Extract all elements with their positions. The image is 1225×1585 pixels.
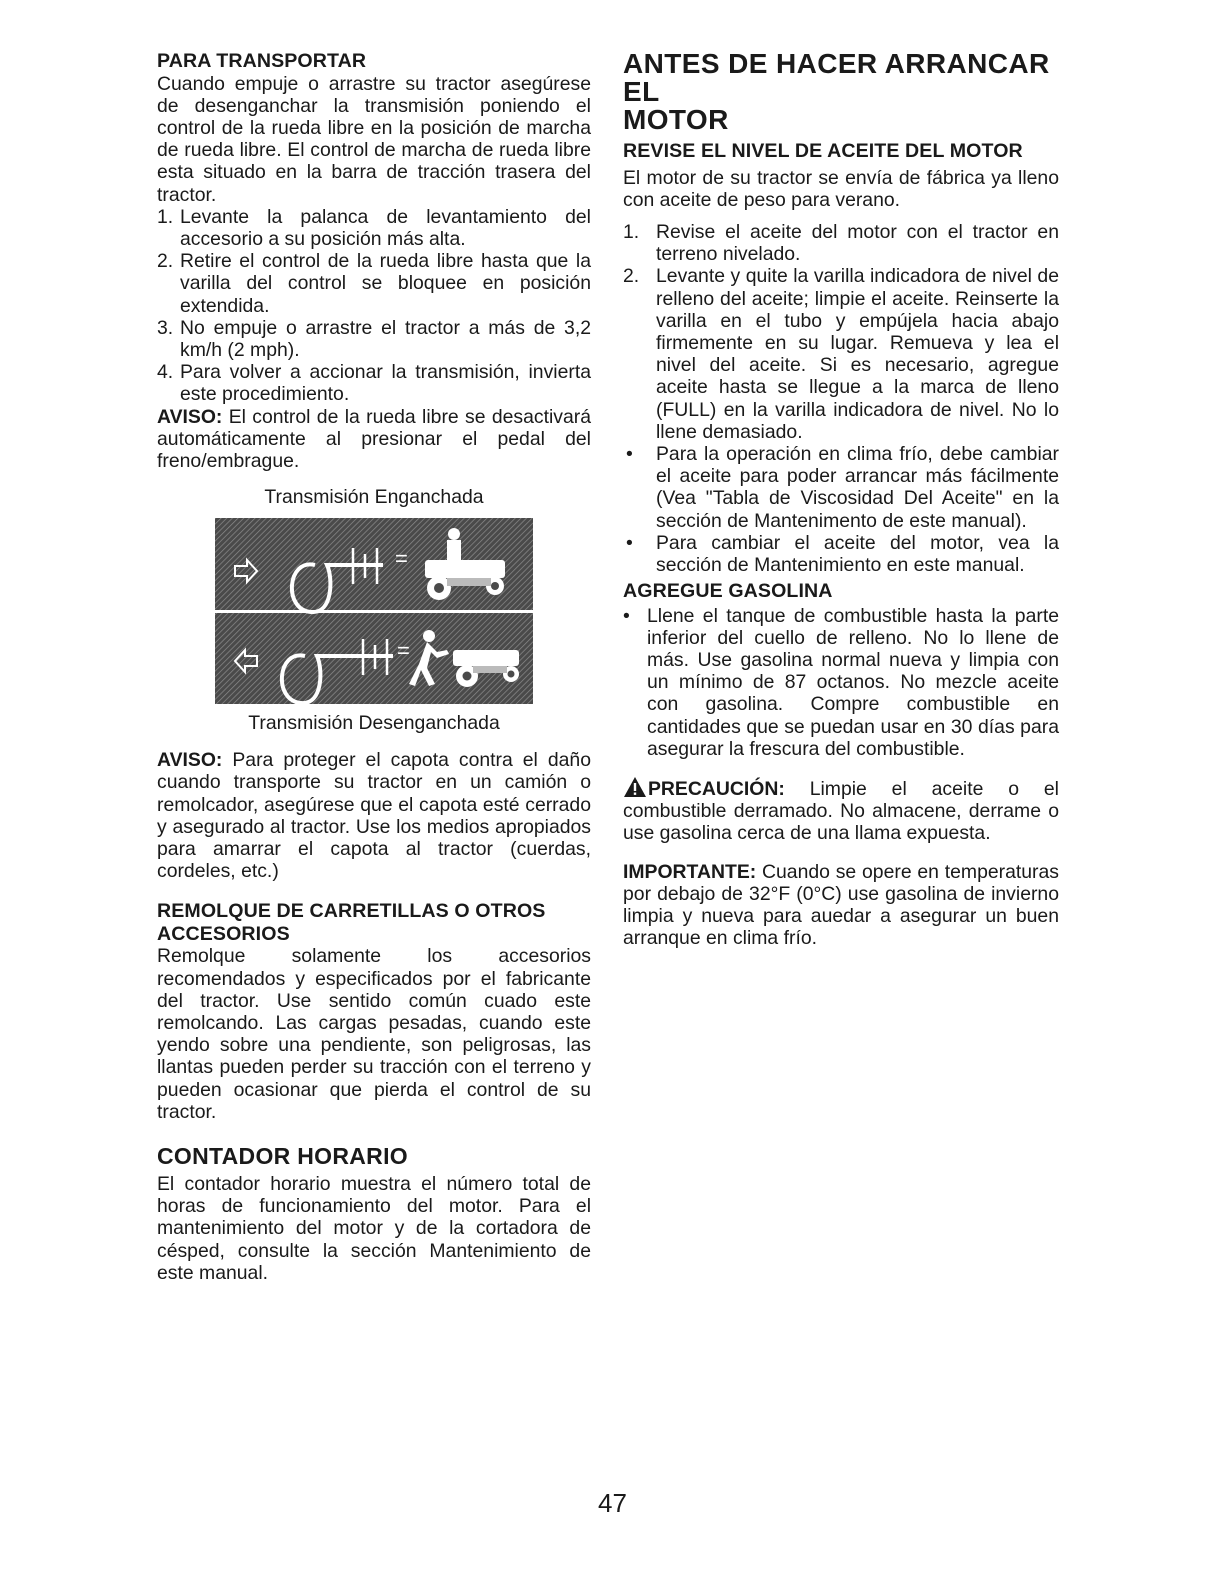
list-item: • Para cambiar el aceite del motor, vea la sección de Mantenimiento en este manual. bbox=[626, 531, 1059, 576]
important-notice: IMPORTANTE: Cuando se opere en temperaturas por debajo de 32°F (0°C) use gasolina de invierno limpia y nueva para auedar a asegurar un buen arranque en clima frío. bbox=[623, 860, 1059, 950]
caution-notice: PRECAUCIÓN: Limpie el aceite o el combustible derramado. No almacene, derrame o use gasolina cerca de una llama expuesta. bbox=[623, 778, 1059, 845]
caption-engaged: Transmisión Enganchada bbox=[264, 486, 484, 509]
list-item: 3. No empuje o arrastre el tractor a más de 3,2 km/h (2 mph). bbox=[157, 316, 591, 361]
fuel-bullets bbox=[623, 605, 1059, 760]
transport-steps bbox=[157, 206, 591, 406]
notice-hood: AVISO: Para proteger el capota contra el daño cuando transporte su tractor en un camión o remolcador, asegúrese que el capota esté cerrado y asegurado al tractor. Use los medios apropiados para amarrar el capota al tractor (cuerdas, cordeles, etc.) bbox=[157, 749, 591, 883]
towing-heading: REMOLQUE DE CARRETILLAS O OTROS ACCESORIOS bbox=[157, 900, 546, 945]
transport-intro: Cuando empuje o arrastre su tractor asegúrese de desenganchar la transmisión poniendo el control de la rueda libre en la posición de marcha de rueda libre. El control de marcha de rueda libre esta situado en la barra de tracción trasera del tractor. bbox=[157, 72, 591, 206]
list-item: 1. Revise el aceite del motor con el tractor en terreno nivelado. bbox=[623, 220, 1059, 266]
warning-triangle-icon bbox=[623, 776, 647, 798]
notice-freewheel: AVISO: El control de la rueda libre se desactivará automáticamente al presionar el pedal del freno/embrague. bbox=[157, 405, 591, 472]
svg-text:=: = bbox=[397, 638, 410, 664]
towing-text: Remolque solamente los accesorios recomendados y especificados por el fabricante del tractor. Use sentido común cuado este remolcando. Las cargas pesadas, cuando este yendo sobre una pendiente, son peligrosas, las llantas pueden perder su tracción con el terreno y pueden ocasionar que pierda el control de su tractor. bbox=[157, 945, 591, 1123]
hourmeter-text: El contador horario muestra el número total de horas de funcionamiento del motor. Para el mantenimiento del motor y de la cortadora de césped, consulte la sección Mantenimiento de este manual. bbox=[157, 1173, 591, 1284]
oil-heading: REVISE EL NIVEL DE ACEITE DEL MOTOR bbox=[623, 140, 1023, 162]
transport-heading: PARA TRANSPORTAR bbox=[157, 50, 367, 72]
svg-text:=: = bbox=[395, 546, 408, 572]
list-item: 4. Para volver a accionar la transmisión, invierta este procedimiento. bbox=[157, 361, 591, 406]
oil-steps bbox=[623, 221, 1059, 576]
transmission-figure bbox=[215, 518, 533, 704]
list-item: • Para la operación en clima frío, debe cambiar el aceite para poder arrancar más fácilmente (Vea "Tabla de Viscosidad Del Aceite" en la sección de Mantenimento de este manual). bbox=[626, 442, 1059, 532]
page-number: 47 bbox=[598, 1488, 627, 1518]
left-column bbox=[157, 50, 591, 1284]
list-item: • Llene el tanque de combustible hasta la parte inferior del cuello de relleno. No lo llene de más. Use gasolina normal nueva y limpia con un mínimo de 87 octanos. No mezcle aceite con gasolina. Compre combustible en cantidades que se puedan usar en 30 días para asegurar la frescura del combustible. bbox=[623, 604, 1059, 760]
right-column bbox=[623, 50, 1059, 950]
hourmeter-heading: CONTADOR HORARIO bbox=[157, 1143, 408, 1169]
caption-disengaged: Transmisión Desenganchada bbox=[248, 712, 500, 735]
list-item: 2. Levante y quite la varilla indicadora de nivel de relleno del aceite; limpie el aceite. Reinserte la varilla en el tubo y empújela hacia abajo firmemente en su lugar. Remueva y lea el nivel del aceite. Si es necesario, agregue aceite hasta se llegue a la marca de lleno (FULL) en la varilla indicadora de nivel. No lo llene demasiado. bbox=[623, 265, 1059, 443]
fuel-heading: AGREGUE GASOLINA bbox=[623, 580, 833, 603]
page-title: ANTES DE HACER ARRANCAR EL MOTOR bbox=[623, 48, 1050, 135]
oil-intro: El motor de su tractor se envía de fábrica ya lleno con aceite de peso para verano. bbox=[623, 166, 1059, 211]
list-item: 2. Retire el control de la rueda libre hasta que la varilla del control se bloquee en posición extendida. bbox=[157, 250, 591, 317]
list-item: 1. Levante la palanca de levantamiento del accesorio a su posición más alta. bbox=[157, 205, 591, 250]
